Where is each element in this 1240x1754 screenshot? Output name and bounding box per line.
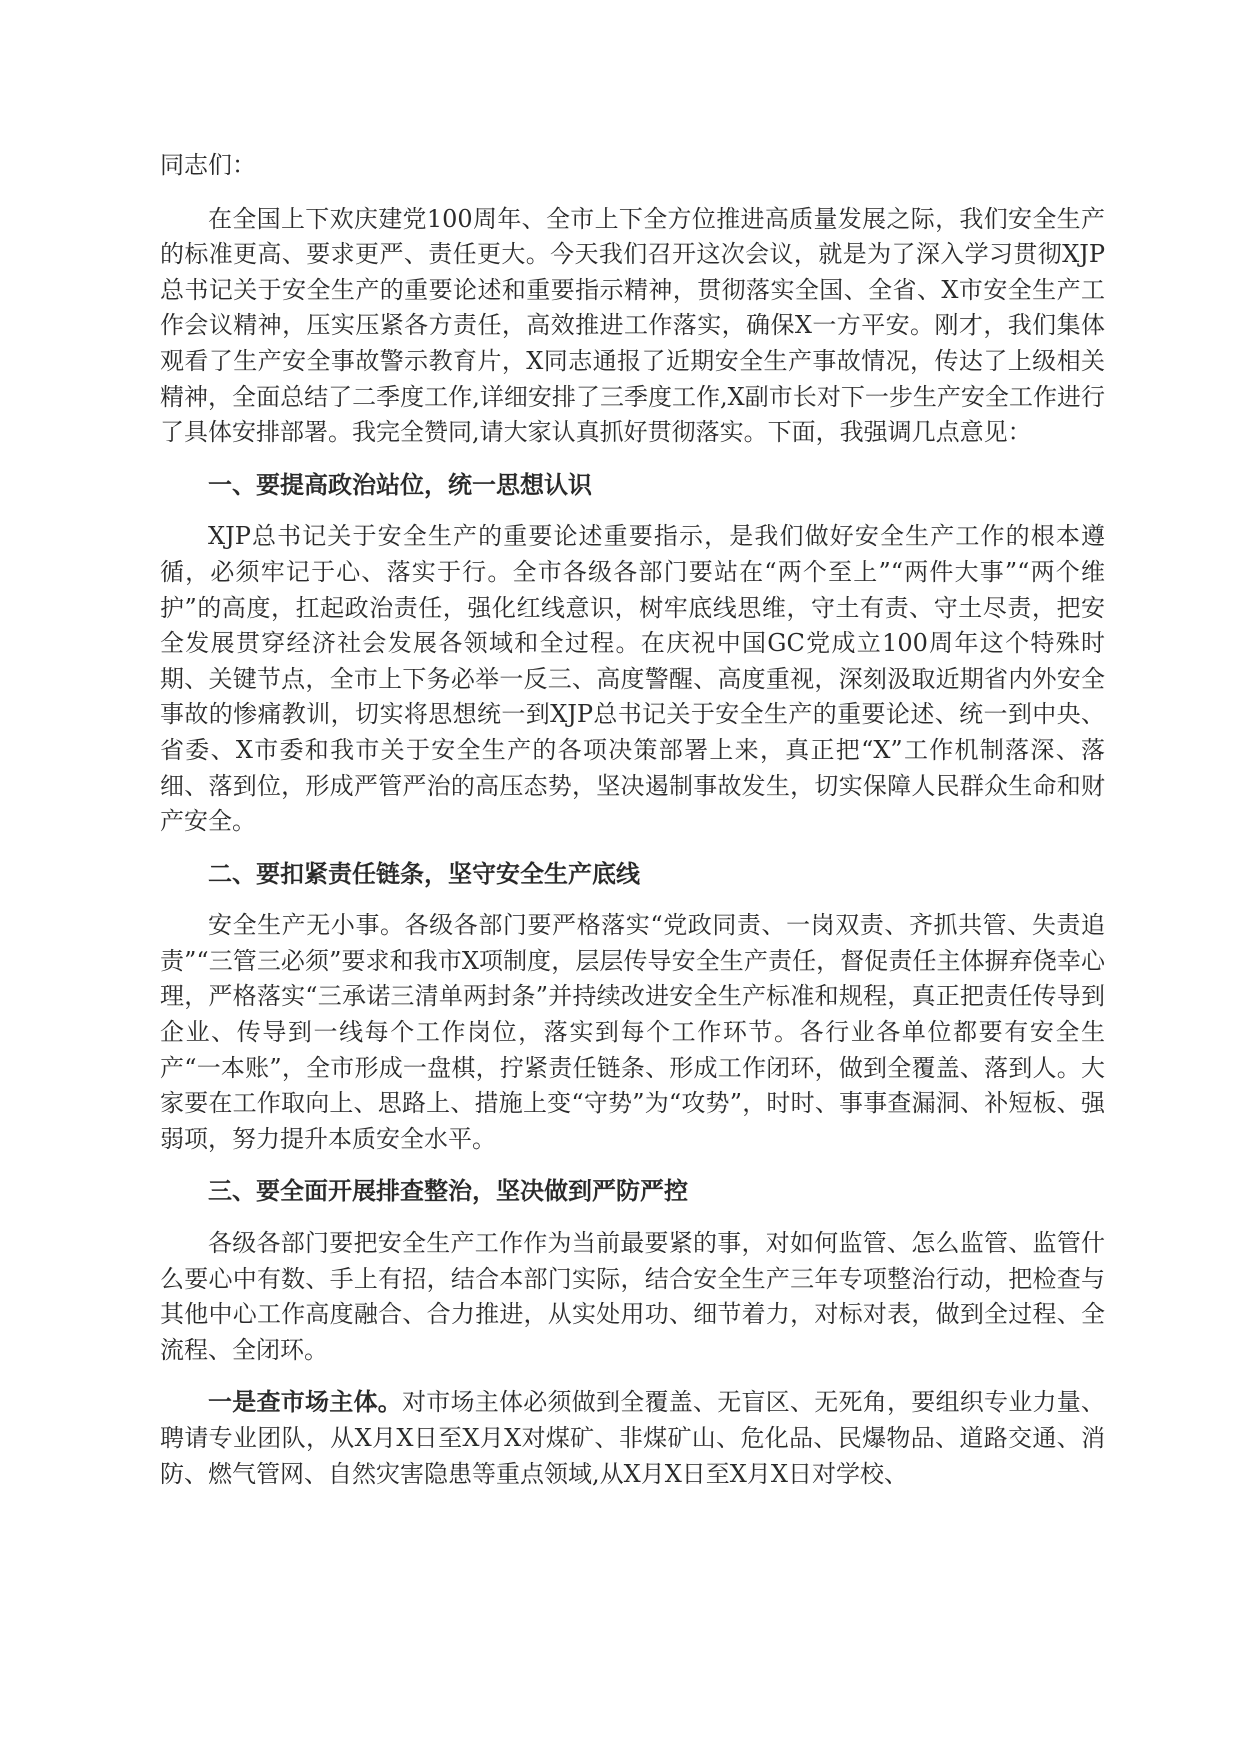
section-heading-2: 二、要扣紧责任链条，坚守安全生产底线: [208, 858, 640, 888]
document-body: [160, 148, 1105, 1508]
greeting: 同志们：: [160, 151, 256, 179]
section-body-1: XJP总书记关于安全生产的重要论述重要指示，是我们做好安全生产工作的根本遵循，必须牢记于心、落实于行。全市各级各部门要站在“两个至上”“两件大事”“两个维护”的高度，扛起政治责任，强化红线意识，树牢底线思维，守土有责、守土尽责，把安全发展贯穿经济社会发展各领域和全过程。在庆祝中国GC党成立100周年这个特殊时期、关键节点，全市上下务必举一反三、高度警醒、高度重视，深刻汲取近期省内外安全事故的惨痛教训，切实将思想统一到XJP总书记关于安全生产的重要论述、统一到中央、省委、X市委和我市关于安全生产的各项决策部署上来，真正把“X”工作机制落深、落细、落到位，形成严管严治的高压态势，坚决遏制事故发生，切实保障人民群众生命和财产安全。: [160, 522, 1105, 836]
item-lead-1: 一是查市场主体。: [208, 1387, 402, 1417]
item-body-1: 对市场主体必须做到全覆盖、无盲区、无死角，要组织专业力量、聘请专业团队，从X月X日至X月X对煤矿、非煤矿山、危化品、民爆物品、道路交通、消防、燃气管网、自然灾害隐患等重点领域,从X月X日至X月X日对学校、: [160, 1388, 1105, 1488]
section-body-2: 安全生产无小事。各级各部门要严格落实“党政同责、一岗双责、齐抓共管、失责追责”“三管三必须”要求和我市X项制度，层层传导安全生产责任，督促责任主体摒弃侥幸心理，严格落实“三承诺三清单两封条”并持续改进安全生产标准和规程，真正把责任传导到企业、传导到一线每个工作岗位，落实到每个工作环节。各行业各单位都要有安全生产“一本账”，全市形成一盘棋，拧紧责任链条、形成工作闭环，做到全覆盖、落到人。大家要在工作取向上、思路上、措施上变“守势”为“攻势”，时时、事事查漏洞、补短板、强弱项，努力提升本质安全水平。: [160, 911, 1105, 1153]
section-heading-1: 一、要提高政治站位，统一思想认识: [208, 469, 592, 499]
section-heading-3: 三、要全面开展排查整治，坚决做到严防严控: [208, 1176, 688, 1206]
intro-paragraph: 在全国上下欢庆建党100周年、全市上下全方位推进高质量发展之际，我们安全生产的标准更高、要求更严、责任更大。今天我们召开这次会议，就是为了深入学习贯彻XJP总书记关于安全生产的重要论述和重要指示精神，贯彻落实全国、全省、X市安全生产工作会议精神，压实压紧各方责任，高效推进工作落实，确保X一方平安。刚才，我们集体观看了生产安全事故警示教育片，X同志通报了近期安全生产事故情况，传达了上级相关精神，全面总结了二季度工作,详细安排了三季度工作,X副市长对下一步生产安全工作进行了具体安排部署。我完全赞同,请大家认真抓好贯彻落实。下面，我强调几点意见：: [160, 204, 1105, 447]
section-body-3: 各级各部门要把安全生产工作作为当前最要紧的事，对如何监管、怎么监管、监管什么要心中有数、手上有招，结合本部门实际，结合安全生产三年专项整治行动，把检查与其他中心工作高度融合、合力推进，从实处用功、细节着力，对标对表，做到全过程、全流程、全闭环。: [160, 1229, 1105, 1364]
item-paragraph-1: [160, 1384, 1105, 1492]
